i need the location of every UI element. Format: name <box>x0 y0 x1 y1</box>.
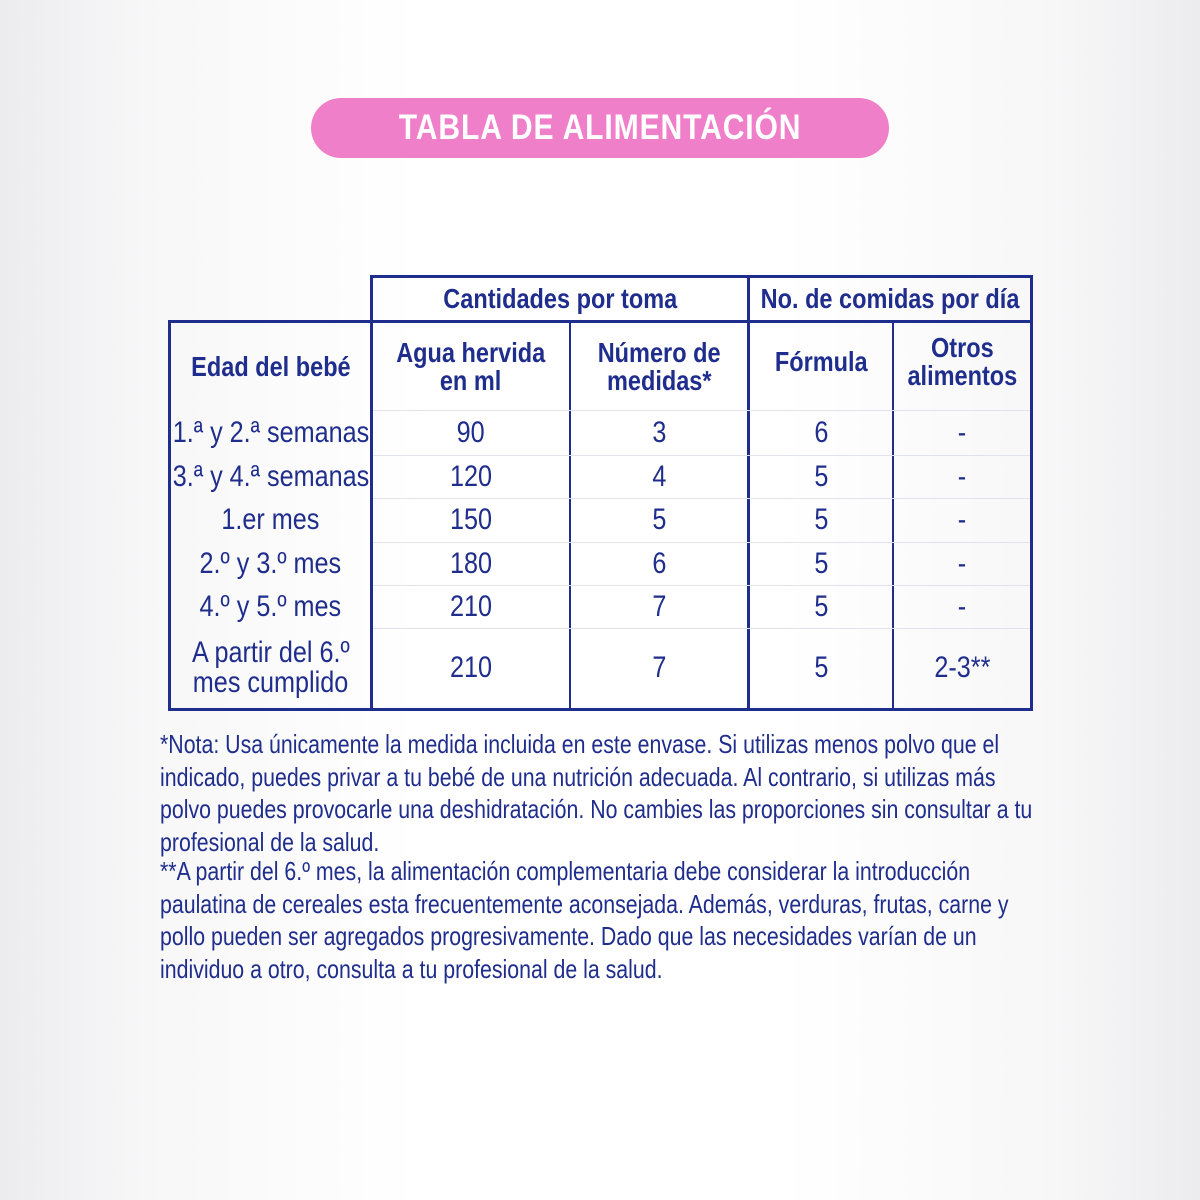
group-header-cantidades: Cantidades por toma <box>443 283 677 314</box>
table-row-6-edad: A partir del 6.º mes cumplido <box>191 636 350 699</box>
table-row-6-formula: 5 <box>813 651 829 684</box>
col-header-edad: Edad del bebé <box>190 351 351 382</box>
col-header-medidas: Número de medidas* <box>597 337 721 396</box>
table-row-2-otros: - <box>957 459 967 493</box>
note-1: *Nota: Usa únicamente la medida incluida en este envase. Si utilizas menos polvo que el indicado, puedes privar a tu bebé de una nutrición adecuada. Al contrario, si utilizas más polvo puedes provocarle una deshidratación. No cambies las proporciones sin consultar a tu profesional de la salud. <box>160 729 1033 857</box>
table-row-1-formula: 6 <box>813 416 829 449</box>
group-header-comidas: No. de comidas por día <box>760 283 1020 314</box>
table-row-4-edad: 2.º y 3.º mes <box>199 546 342 580</box>
note-2: **A partir del 6.º mes, la alimentación complementaria debe considerar la introducción paulatina de cereales esta frecuentemente aconsejada. Además, verduras, frutas, carne y pollo pueden ser agregados progresivamente. Dado que las necesidades varían de un individuo a otro, consulta a tu profesional de la salud. <box>160 856 1009 984</box>
table-row-3-agua: 150 <box>449 503 493 536</box>
col-header-formula: Fórmula <box>774 346 868 377</box>
table-row-5-agua: 210 <box>449 589 493 623</box>
table-row-2-edad: 3.ª y 4.ª semanas <box>172 459 369 493</box>
page-title: TABLA DE ALIMENTACIÓN <box>398 108 802 147</box>
table-row-5-otros: - <box>957 589 967 623</box>
table-row-5-formula: 5 <box>813 589 829 623</box>
table-row-2-formula: 5 <box>813 459 829 493</box>
col-header-otros: Otros alimentos <box>907 332 1017 391</box>
table-row-2-agua: 120 <box>449 459 493 493</box>
table-row-1-agua: 90 <box>456 416 486 449</box>
table-row-1-otros: - <box>957 416 967 449</box>
table-row-2-medidas: 4 <box>651 459 667 493</box>
table-row-6-otros: 2-3** <box>933 651 991 684</box>
table-row-4-agua: 180 <box>449 546 493 580</box>
feeding-table <box>168 275 1033 711</box>
table-row-3-edad: 1.er mes <box>221 503 320 536</box>
table-row-5-medidas: 7 <box>651 589 667 623</box>
table-row-6-medidas: 7 <box>651 651 667 684</box>
table-row-3-otros: - <box>957 503 967 536</box>
table-row-3-medidas: 5 <box>651 503 667 536</box>
table-row-4-medidas: 6 <box>651 546 667 580</box>
table-row-1-medidas: 3 <box>651 416 667 449</box>
table-row-3-formula: 5 <box>813 503 829 536</box>
table-row-5-edad: 4.º y 5.º mes <box>199 589 342 623</box>
table-row-4-formula: 5 <box>813 546 829 580</box>
table-row-6-agua: 210 <box>449 651 493 684</box>
title-banner <box>311 98 889 158</box>
table-row-4-otros: - <box>957 546 967 580</box>
col-header-agua: Agua hervida en ml <box>396 337 546 396</box>
table-row-1-edad: 1.ª y 2.ª semanas <box>172 416 369 449</box>
